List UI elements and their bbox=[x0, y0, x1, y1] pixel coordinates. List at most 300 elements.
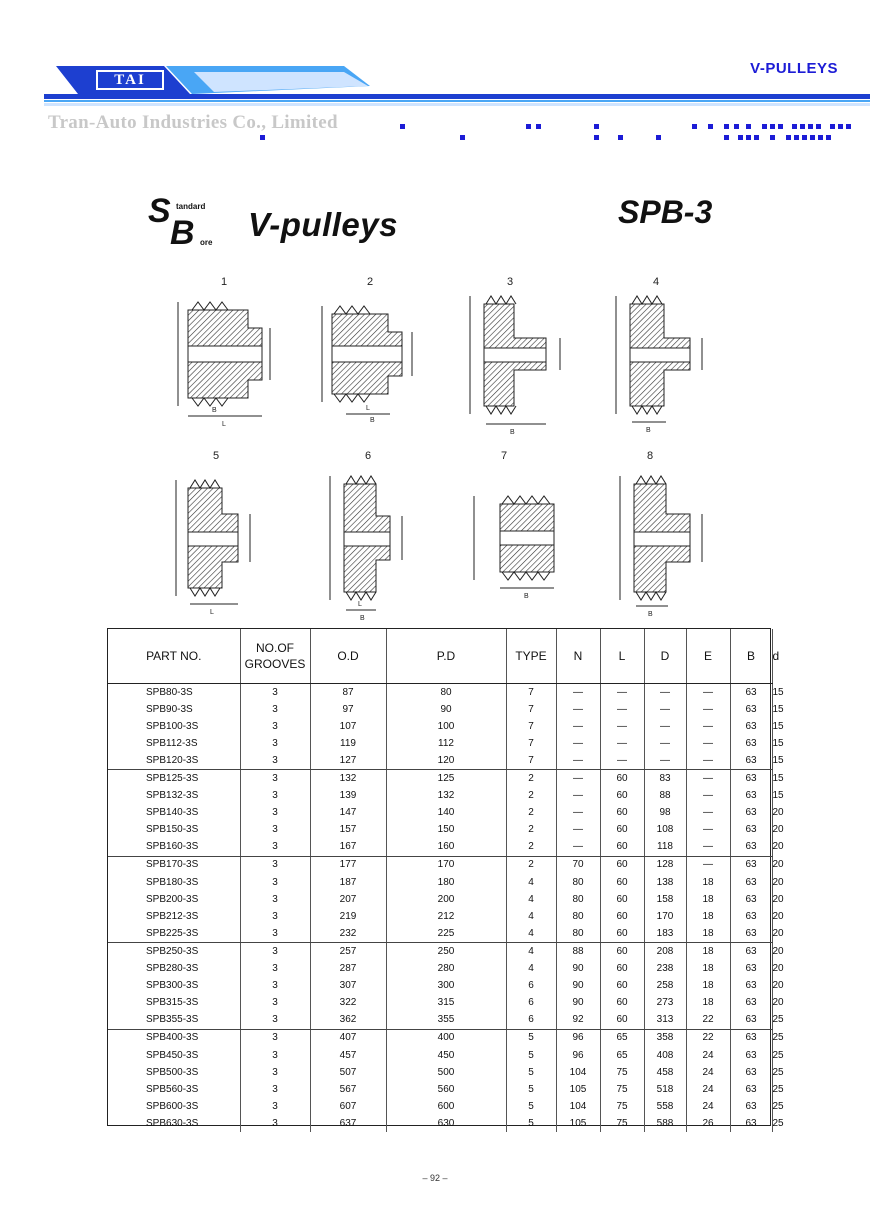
table-cell: 63 bbox=[730, 752, 772, 770]
table-row: SPB150-3S 3 157 150 2 — 60 108 — 63 20 bbox=[108, 822, 772, 839]
table-row: SPB500-3S 3 507 500 5 104 75 458 24 63 25 bbox=[108, 1064, 772, 1081]
table-cell: 26 bbox=[686, 1115, 730, 1132]
table-cell: 118 bbox=[644, 839, 686, 857]
table-cell: 3 bbox=[240, 1029, 310, 1047]
table-cell: 170 bbox=[644, 908, 686, 925]
catalog-title: V-pulleys bbox=[248, 206, 398, 243]
table-cell: 200 bbox=[386, 891, 506, 908]
logo-standard-text: tandard bbox=[176, 202, 206, 211]
col-grooves: NO.OF GROOVES bbox=[240, 629, 310, 684]
table-cell: — bbox=[556, 788, 600, 805]
table-cell: 170 bbox=[386, 856, 506, 874]
table-cell: — bbox=[556, 752, 600, 770]
table-row: SPB630-3S 3 637 630 5 105 75 588 26 63 25 bbox=[108, 1115, 772, 1132]
table-cell: 558 bbox=[644, 1098, 686, 1115]
table-cell: 3 bbox=[240, 1047, 310, 1064]
table-cell: 60 bbox=[600, 770, 644, 788]
table-row: SPB200-3S 3 207 200 4 80 60 158 18 63 20 bbox=[108, 891, 772, 908]
table-cell: 287 bbox=[310, 961, 386, 978]
table-cell: — bbox=[686, 735, 730, 752]
table-cell: 90 bbox=[556, 978, 600, 995]
drawing-type-2 bbox=[322, 306, 412, 414]
table-cell: — bbox=[556, 735, 600, 752]
table-cell: SPB125-3S bbox=[108, 770, 240, 788]
table-cell: 362 bbox=[310, 1012, 386, 1030]
table-cell: 80 bbox=[556, 925, 600, 943]
dim-label-b1: B bbox=[212, 407, 217, 414]
drawing-label-1: 1 bbox=[220, 276, 228, 288]
table-cell: 60 bbox=[600, 943, 644, 961]
table-cell: 60 bbox=[600, 891, 644, 908]
table-cell: 3 bbox=[240, 735, 310, 752]
table-cell: 75 bbox=[600, 1115, 644, 1132]
table-cell: 112 bbox=[386, 735, 506, 752]
table-cell: 60 bbox=[600, 839, 644, 857]
table-cell: — bbox=[556, 701, 600, 718]
col-od: O.D bbox=[310, 629, 386, 684]
table-cell: 63 bbox=[730, 978, 772, 995]
table-cell: 7 bbox=[506, 735, 556, 752]
table-cell: 24 bbox=[686, 1081, 730, 1098]
table-cell: 18 bbox=[686, 908, 730, 925]
table-cell: 315 bbox=[386, 995, 506, 1012]
table-row: SPB225-3S 3 232 225 4 80 60 183 18 63 20 bbox=[108, 925, 772, 943]
table-cell: 87 bbox=[310, 684, 386, 702]
table-cell: 3 bbox=[240, 1012, 310, 1030]
table-cell: 3 bbox=[240, 943, 310, 961]
table-cell: 4 bbox=[506, 925, 556, 943]
dim-label-l1: L bbox=[222, 421, 226, 428]
table-cell: 507 bbox=[310, 1064, 386, 1081]
table-cell: 273 bbox=[644, 995, 686, 1012]
table-cell: 18 bbox=[686, 943, 730, 961]
dim-label-l2: L bbox=[366, 405, 370, 412]
table-cell: 208 bbox=[644, 943, 686, 961]
table-cell: 150 bbox=[386, 822, 506, 839]
table-cell: 63 bbox=[730, 735, 772, 752]
table-cell: — bbox=[600, 701, 644, 718]
table-cell: 24 bbox=[686, 1098, 730, 1115]
col-n: N bbox=[556, 629, 600, 684]
table-cell: 3 bbox=[240, 805, 310, 822]
table-cell: — bbox=[600, 752, 644, 770]
table-row: SPB600-3S 3 607 600 5 104 75 558 24 63 25 bbox=[108, 1098, 772, 1115]
col-b: B bbox=[730, 629, 772, 684]
table-cell: 60 bbox=[600, 908, 644, 925]
table-row: SPB315-3S 3 322 315 6 90 60 273 18 63 20 bbox=[108, 995, 772, 1012]
table-cell: SPB132-3S bbox=[108, 788, 240, 805]
table-cell: 18 bbox=[686, 874, 730, 891]
table-cell: SPB90-3S bbox=[108, 701, 240, 718]
table-cell: 588 bbox=[644, 1115, 686, 1132]
table-cell: SPB560-3S bbox=[108, 1081, 240, 1098]
table-cell: 22 bbox=[686, 1029, 730, 1047]
table-cell: — bbox=[644, 701, 686, 718]
table-cell: 125 bbox=[386, 770, 506, 788]
table-cell: SPB315-3S bbox=[108, 995, 240, 1012]
table-cell: SPB212-3S bbox=[108, 908, 240, 925]
table-cell: — bbox=[556, 718, 600, 735]
drawing-type-4 bbox=[616, 296, 702, 422]
table-cell: 83 bbox=[644, 770, 686, 788]
drawing-type-3 bbox=[470, 296, 560, 424]
table-cell: — bbox=[686, 839, 730, 857]
table-cell: 88 bbox=[644, 788, 686, 805]
table-cell: 90 bbox=[556, 961, 600, 978]
table-cell: — bbox=[686, 701, 730, 718]
table-cell: 518 bbox=[644, 1081, 686, 1098]
table-cell: 65 bbox=[600, 1029, 644, 1047]
standard-bore-logo bbox=[148, 194, 226, 250]
table-cell: — bbox=[644, 752, 686, 770]
table-cell: 70 bbox=[556, 856, 600, 874]
table-cell: 63 bbox=[730, 718, 772, 735]
table-cell: 97 bbox=[310, 701, 386, 718]
table-cell: 18 bbox=[686, 925, 730, 943]
drawing-label-3: 3 bbox=[506, 276, 514, 288]
table-cell: 60 bbox=[600, 822, 644, 839]
table-cell: 322 bbox=[310, 995, 386, 1012]
table-cell: 6 bbox=[506, 978, 556, 995]
col-l: L bbox=[600, 629, 644, 684]
table-row: SPB120-3S 3 127 120 7 — — — — 63 15 bbox=[108, 752, 772, 770]
table-cell: 63 bbox=[730, 701, 772, 718]
table-cell: 63 bbox=[730, 770, 772, 788]
table-cell: 18 bbox=[686, 995, 730, 1012]
table-row: SPB300-3S 3 307 300 6 90 60 258 18 63 20 bbox=[108, 978, 772, 995]
table-cell: 258 bbox=[644, 978, 686, 995]
table-cell: 300 bbox=[386, 978, 506, 995]
table-cell: — bbox=[686, 752, 730, 770]
table-cell: 3 bbox=[240, 856, 310, 874]
table-cell: — bbox=[556, 684, 600, 702]
table-row: SPB400-3S 3 407 400 5 96 65 358 22 63 25 bbox=[108, 1029, 772, 1047]
table-cell: 138 bbox=[644, 874, 686, 891]
table-cell: 60 bbox=[600, 925, 644, 943]
table-cell: 355 bbox=[386, 1012, 506, 1030]
table-cell: 63 bbox=[730, 1012, 772, 1030]
table-cell: 3 bbox=[240, 701, 310, 718]
drawing-label-6: 6 bbox=[364, 450, 372, 462]
table-cell: — bbox=[556, 805, 600, 822]
table-cell: 630 bbox=[386, 1115, 506, 1132]
table-cell: 5 bbox=[506, 1081, 556, 1098]
table-cell: SPB180-3S bbox=[108, 874, 240, 891]
table-cell: 22 bbox=[686, 1012, 730, 1030]
table-cell: 3 bbox=[240, 839, 310, 857]
table-row: SPB170-3S 3 177 170 2 70 60 128 — 63 20 bbox=[108, 856, 772, 874]
drawing-label-5: 5 bbox=[212, 450, 220, 462]
table-cell: SPB225-3S bbox=[108, 925, 240, 943]
table-cell: 63 bbox=[730, 943, 772, 961]
table-cell: 127 bbox=[310, 752, 386, 770]
table-row: SPB80-3S 3 87 80 7 — — — — 63 15 bbox=[108, 684, 772, 702]
table-cell: SPB250-3S bbox=[108, 943, 240, 961]
company-logo: TAI bbox=[96, 70, 164, 90]
table-cell: SPB400-3S bbox=[108, 1029, 240, 1047]
drawing-label-7: 7 bbox=[500, 450, 508, 462]
table-cell: 3 bbox=[240, 822, 310, 839]
table-cell: 132 bbox=[386, 788, 506, 805]
table-cell: 63 bbox=[730, 1081, 772, 1098]
table-cell: 63 bbox=[730, 925, 772, 943]
col-type: TYPE bbox=[506, 629, 556, 684]
table-cell: 2 bbox=[506, 822, 556, 839]
table-row: SPB160-3S 3 167 160 2 — 60 118 — 63 20 bbox=[108, 839, 772, 857]
col-part-no: PART NO. bbox=[108, 629, 240, 684]
table-cell: 120 bbox=[386, 752, 506, 770]
table-row: SPB140-3S 3 147 140 2 — 60 98 — 63 20 bbox=[108, 805, 772, 822]
table-cell: 128 bbox=[644, 856, 686, 874]
table-cell: 183 bbox=[644, 925, 686, 943]
table-cell: 207 bbox=[310, 891, 386, 908]
table-cell: SPB150-3S bbox=[108, 822, 240, 839]
table-cell: 5 bbox=[506, 1064, 556, 1081]
table-cell: 5 bbox=[506, 1029, 556, 1047]
company-name: Tran-Auto Industries Co., Limited bbox=[48, 112, 338, 133]
table-cell: 63 bbox=[730, 995, 772, 1012]
table-cell: 3 bbox=[240, 961, 310, 978]
table-cell: 458 bbox=[644, 1064, 686, 1081]
dim-label-b3: B bbox=[510, 429, 515, 436]
table-cell: — bbox=[686, 856, 730, 874]
table-cell: SPB450-3S bbox=[108, 1047, 240, 1064]
table-cell: SPB355-3S bbox=[108, 1012, 240, 1030]
table-row: SPB450-3S 3 457 450 5 96 65 408 24 63 25 bbox=[108, 1047, 772, 1064]
table-cell: 60 bbox=[600, 961, 644, 978]
table-cell: 2 bbox=[506, 805, 556, 822]
table-cell: 167 bbox=[310, 839, 386, 857]
drawing-label-8: 8 bbox=[646, 450, 654, 462]
table-cell: — bbox=[686, 770, 730, 788]
table-cell: 607 bbox=[310, 1098, 386, 1115]
drawing-type-1 bbox=[178, 302, 270, 416]
table-cell: 6 bbox=[506, 995, 556, 1012]
table-cell: 567 bbox=[310, 1081, 386, 1098]
table-cell: — bbox=[686, 822, 730, 839]
table-cell: 75 bbox=[600, 1081, 644, 1098]
table-cell: 560 bbox=[386, 1081, 506, 1098]
spec-table bbox=[107, 628, 784, 1129]
table-cell: 63 bbox=[730, 1115, 772, 1132]
table-cell: 60 bbox=[600, 1012, 644, 1030]
table-cell: 600 bbox=[386, 1098, 506, 1115]
dim-label-b7: B bbox=[524, 593, 529, 600]
table-cell: SPB280-3S bbox=[108, 961, 240, 978]
table-cell: 3 bbox=[240, 718, 310, 735]
table-cell: 180 bbox=[386, 874, 506, 891]
table-cell: 157 bbox=[310, 822, 386, 839]
table-cell: 280 bbox=[386, 961, 506, 978]
table-cell: 80 bbox=[556, 908, 600, 925]
table-cell: 450 bbox=[386, 1047, 506, 1064]
table-cell: 132 bbox=[310, 770, 386, 788]
table-cell: 3 bbox=[240, 752, 310, 770]
table-cell: 4 bbox=[506, 874, 556, 891]
table-cell: 80 bbox=[556, 891, 600, 908]
table-cell: 212 bbox=[386, 908, 506, 925]
table-cell: 63 bbox=[730, 1029, 772, 1047]
table-cell: 3 bbox=[240, 1115, 310, 1132]
table-cell: 105 bbox=[556, 1081, 600, 1098]
table-cell: 60 bbox=[600, 978, 644, 995]
table-cell: 80 bbox=[386, 684, 506, 702]
table-cell: 3 bbox=[240, 978, 310, 995]
table-cell: 104 bbox=[556, 1064, 600, 1081]
table-cell: 4 bbox=[506, 943, 556, 961]
table-cell: 5 bbox=[506, 1115, 556, 1132]
table-cell: 92 bbox=[556, 1012, 600, 1030]
table-row: SPB100-3S 3 107 100 7 — — — — 63 15 bbox=[108, 718, 772, 735]
table-cell: 60 bbox=[600, 856, 644, 874]
table-cell: 3 bbox=[240, 788, 310, 805]
table-cell: 105 bbox=[556, 1115, 600, 1132]
table-cell: 219 bbox=[310, 908, 386, 925]
table-cell: 63 bbox=[730, 822, 772, 839]
table-cell: 90 bbox=[386, 701, 506, 718]
table-cell: 63 bbox=[730, 1098, 772, 1115]
table-cell: 63 bbox=[730, 908, 772, 925]
drawing-type-5 bbox=[176, 480, 250, 604]
table-cell: 3 bbox=[240, 874, 310, 891]
table-cell: 65 bbox=[600, 1047, 644, 1064]
table-cell: 63 bbox=[730, 839, 772, 857]
drawing-type-8 bbox=[620, 476, 702, 606]
table-cell: 140 bbox=[386, 805, 506, 822]
table-cell: — bbox=[556, 770, 600, 788]
dim-label-b6: B bbox=[360, 615, 365, 622]
drawing-label-2: 2 bbox=[366, 276, 374, 288]
table-cell: 2 bbox=[506, 856, 556, 874]
table-cell: 63 bbox=[730, 1064, 772, 1081]
dim-label-b8: B bbox=[648, 611, 653, 618]
table-cell: — bbox=[644, 684, 686, 702]
decorative-squares bbox=[258, 120, 858, 144]
dim-label-b4: B bbox=[646, 427, 651, 434]
table-row: SPB355-3S 3 362 355 6 92 60 313 22 63 25 bbox=[108, 1012, 772, 1030]
table-cell: 7 bbox=[506, 718, 556, 735]
table-cell: 3 bbox=[240, 925, 310, 943]
table-cell: 18 bbox=[686, 891, 730, 908]
logo-ore-text: ore bbox=[200, 238, 213, 247]
table-cell: 7 bbox=[506, 701, 556, 718]
table-cell: 160 bbox=[386, 839, 506, 857]
table-cell: 5 bbox=[506, 1098, 556, 1115]
table-cell: 63 bbox=[730, 684, 772, 702]
table-cell: 60 bbox=[600, 788, 644, 805]
table-cell: — bbox=[600, 735, 644, 752]
table-cell: 4 bbox=[506, 908, 556, 925]
table-cell: 108 bbox=[644, 822, 686, 839]
table-cell: 307 bbox=[310, 978, 386, 995]
table-cell: 408 bbox=[644, 1047, 686, 1064]
table-cell: 3 bbox=[240, 770, 310, 788]
table-cell: 63 bbox=[730, 961, 772, 978]
table-cell: 96 bbox=[556, 1029, 600, 1047]
table-cell: — bbox=[644, 735, 686, 752]
col-pd: P.D bbox=[386, 629, 506, 684]
table-row: SPB250-3S 3 257 250 4 88 60 208 18 63 20 bbox=[108, 943, 772, 961]
table-cell: SPB300-3S bbox=[108, 978, 240, 995]
table-cell: SPB160-3S bbox=[108, 839, 240, 857]
table-row: SPB132-3S 3 139 132 2 — 60 88 — 63 15 bbox=[108, 788, 772, 805]
table-cell: SPB630-3S bbox=[108, 1115, 240, 1132]
table-cell: 5 bbox=[506, 1047, 556, 1064]
table-cell: 63 bbox=[730, 874, 772, 891]
table-cell: 3 bbox=[240, 1081, 310, 1098]
drawing-type-7 bbox=[474, 496, 554, 588]
table-cell: — bbox=[686, 718, 730, 735]
table-cell: 2 bbox=[506, 770, 556, 788]
table-header-row: PART NO. NO.OF GROOVES O.D P.D TYPE N L D E B d bbox=[108, 629, 772, 684]
table-row: SPB90-3S 3 97 90 7 — — — — 63 15 bbox=[108, 701, 772, 718]
table-cell: 18 bbox=[686, 961, 730, 978]
table-cell: SPB80-3S bbox=[108, 684, 240, 702]
table-cell: 24 bbox=[686, 1064, 730, 1081]
table-cell: 119 bbox=[310, 735, 386, 752]
table-cell: SPB140-3S bbox=[108, 805, 240, 822]
table-cell: 90 bbox=[556, 995, 600, 1012]
table-cell: 158 bbox=[644, 891, 686, 908]
table-cell: SPB170-3S bbox=[108, 856, 240, 874]
table-cell: SPB112-3S bbox=[108, 735, 240, 752]
table-cell: 63 bbox=[730, 805, 772, 822]
header-band bbox=[44, 64, 870, 108]
table-row: SPB112-3S 3 119 112 7 — — — — 63 15 bbox=[108, 735, 772, 752]
table-cell: 187 bbox=[310, 874, 386, 891]
model-title: SPB-3 bbox=[618, 194, 713, 230]
table-cell: 88 bbox=[556, 943, 600, 961]
table-cell: 2 bbox=[506, 788, 556, 805]
table-cell: 358 bbox=[644, 1029, 686, 1047]
table-cell: 60 bbox=[600, 805, 644, 822]
table-cell: 225 bbox=[386, 925, 506, 943]
section-title: V-PULLEYS bbox=[750, 60, 838, 77]
dim-label-l6: L bbox=[358, 601, 362, 608]
table-row: SPB212-3S 3 219 212 4 80 60 170 18 63 20 bbox=[108, 908, 772, 925]
table-cell: 2 bbox=[506, 839, 556, 857]
table-cell: — bbox=[686, 805, 730, 822]
table-cell: 3 bbox=[240, 1064, 310, 1081]
col-d-upper: D bbox=[644, 629, 686, 684]
table-cell: 457 bbox=[310, 1047, 386, 1064]
table-cell: 100 bbox=[386, 718, 506, 735]
table-cell: — bbox=[556, 839, 600, 857]
dim-label-l5: L bbox=[210, 609, 214, 616]
table-cell: 139 bbox=[310, 788, 386, 805]
table-cell: 63 bbox=[730, 856, 772, 874]
logo-letter-b: B bbox=[170, 214, 195, 252]
table-cell: — bbox=[686, 684, 730, 702]
table-row: SPB280-3S 3 287 280 4 90 60 238 18 63 20 bbox=[108, 961, 772, 978]
table-cell: 500 bbox=[386, 1064, 506, 1081]
table-cell: 63 bbox=[730, 788, 772, 805]
table-cell: 4 bbox=[506, 961, 556, 978]
table-cell: 96 bbox=[556, 1047, 600, 1064]
table-cell: SPB600-3S bbox=[108, 1098, 240, 1115]
table-body bbox=[108, 684, 784, 1133]
table-cell: 24 bbox=[686, 1047, 730, 1064]
table-cell: 107 bbox=[310, 718, 386, 735]
table-cell: 232 bbox=[310, 925, 386, 943]
table-cell: 60 bbox=[600, 995, 644, 1012]
table-cell: 75 bbox=[600, 1098, 644, 1115]
table-cell: 250 bbox=[386, 943, 506, 961]
table-cell: SPB100-3S bbox=[108, 718, 240, 735]
table-cell: 104 bbox=[556, 1098, 600, 1115]
table-cell: SPB500-3S bbox=[108, 1064, 240, 1081]
table-cell: 75 bbox=[600, 1064, 644, 1081]
